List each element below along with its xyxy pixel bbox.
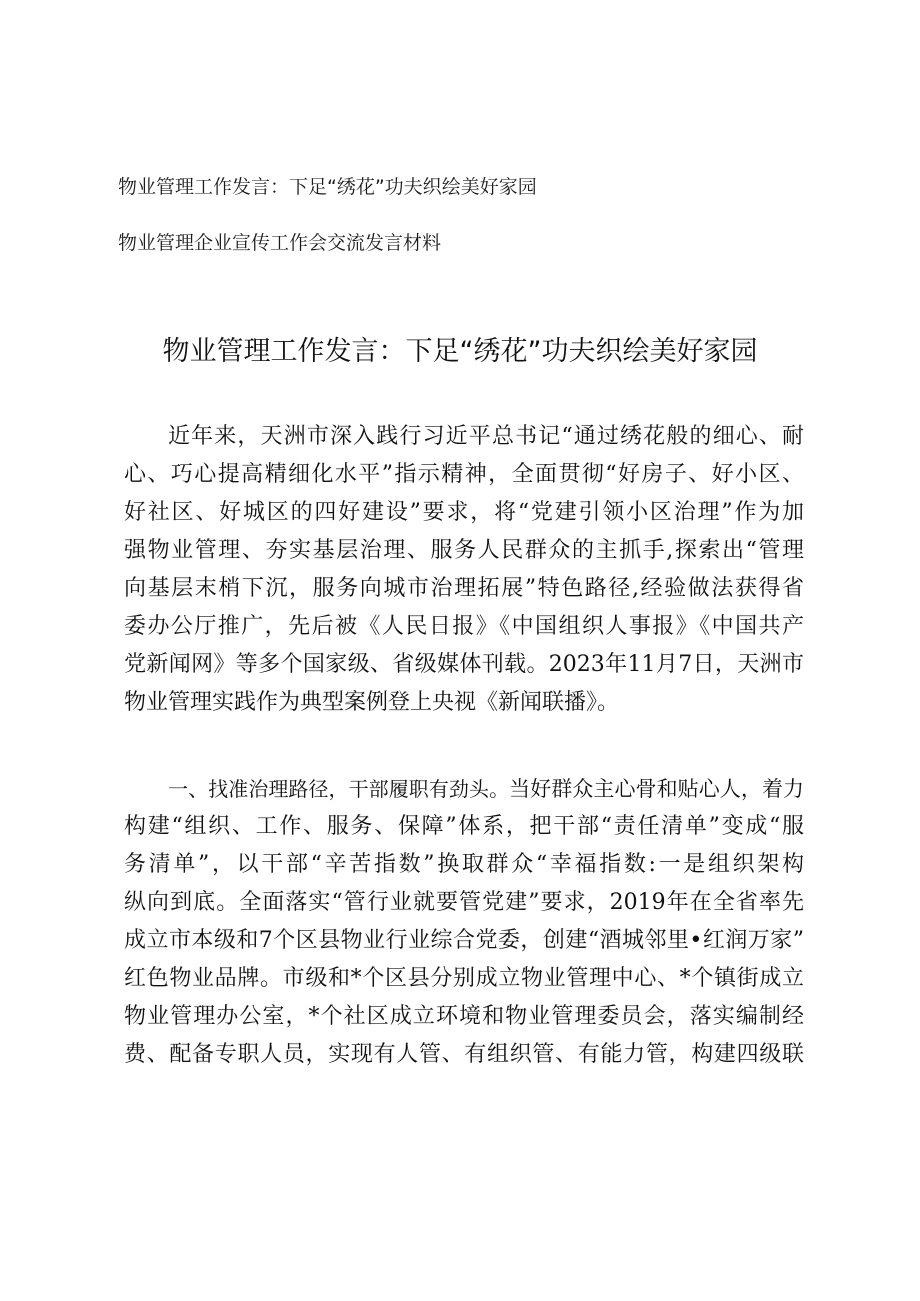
header-subtitle-line: 物业管理企业宣传工作会交流发言材料 — [118, 232, 442, 254]
section-heading: 一、找准治理路径，干部履职有劲头。 — [168, 777, 510, 801]
paragraph-1-line: 委办公厅推广，先后被《人民日报》《中国组织人事报》《中国共产 — [124, 614, 804, 639]
paragraph-2-line: 物业管理办公室，*个社区成立环境和物业管理委员会，落实编制经 — [124, 1004, 804, 1029]
paragraph-2-line: 构建“组织、工作、服务、保障”体系，把干部“责任清单”变成“服 — [124, 814, 804, 839]
paragraph-1-line: 心、巧心提高精细化水平”指示精神，全面贯彻“好房子、好小区、 — [124, 462, 804, 487]
paragraph-2-line: 务清单”，以干部“辛苦指数”换取群众“幸福指数:一是组织架构 — [124, 852, 804, 877]
paragraph-2-line: 红色物业品牌。市级和*个区县分别成立物业管理中心、*个镇街成立 — [124, 966, 804, 991]
paragraph-2-line: 成立市本级和7个区县物业行业综合党委，创建“酒城邻里•红润万家” — [124, 928, 804, 953]
header-title-line: 物业管理工作发言：下足“绣花”功夫织绘美好家园 — [118, 176, 537, 198]
paragraph-1-line: 物业管理实践作为典型案例登上央视《新闻联播》。 — [124, 690, 620, 715]
document-title: 物业管理工作发言：下足“绣花”功夫织绘美好家园 — [162, 336, 758, 367]
paragraph-2-line: 纵向到底。全面落实“管行业就要管党建”要求，2019年在全省率先 — [124, 890, 805, 915]
paragraph-1-line: 近年来，天洲市深入践行习近平总书记“通过绣花般的细心、耐 — [168, 424, 804, 449]
paragraph-1-line: 向基层末梢下沉，服务向城市治理拓展”特色路径,经验做法获得省 — [124, 576, 804, 601]
paragraph-1-line: 强物业管理、夯实基层治理、服务人民群众的主抓手,探索出“管理 — [124, 538, 804, 563]
paragraph-2-line: 费、配备专职人员，实现有人管、有组织管、有能力管，构建四级联 — [124, 1042, 804, 1067]
paragraph-1-line: 党新闻网》等多个国家级、省级媒体刊载。2023年11月7日，天洲市 — [124, 652, 804, 677]
paragraph-2-first-line — [168, 770, 804, 808]
paragraph-2-first-line-text: 当好群众主心骨和贴心人，着力 — [509, 777, 805, 801]
paragraph-1-line: 好社区、好城区的四好建设”要求，将“党建引领小区治理”作为加 — [124, 500, 804, 525]
